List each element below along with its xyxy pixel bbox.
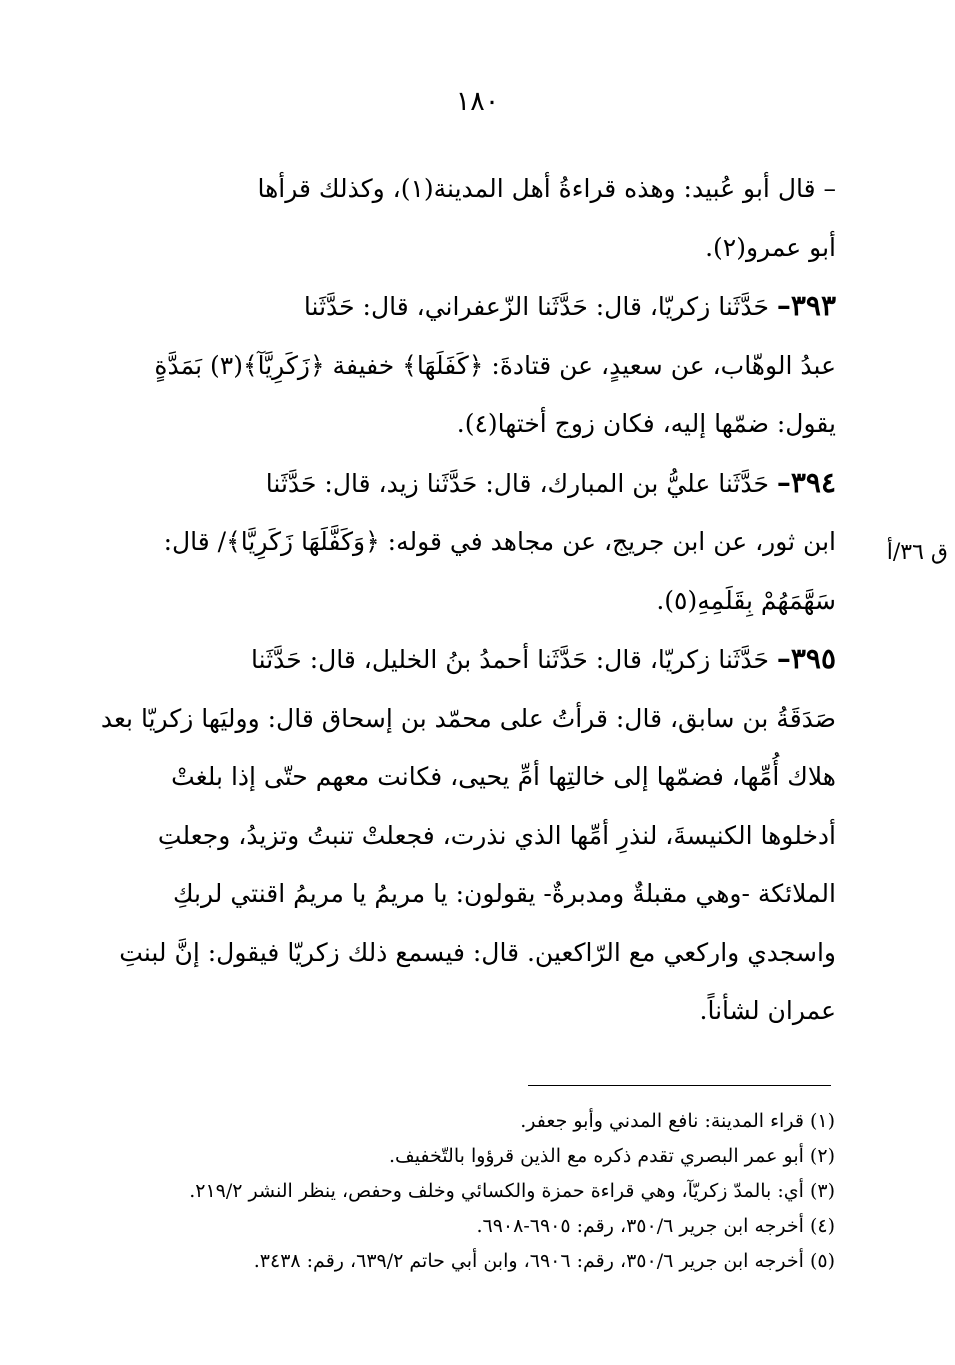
paragraph-abu-ubaid [66, 160, 836, 277]
footnote-4: (٤) أخرجه ابن جرير ٣٥٠/٦، رقم: ٦٩٠٥-٦٩٠٨. [476, 1215, 835, 1237]
text-line: واسجدي واركعي مع الرّاكعين. قال: فيسمع ذلك زكريّا فيقول: إنَّ لبنتِ [119, 937, 836, 967]
text-line: هلاك أُمِّها، فضمّها إلى خالتِها أمِّ يحيى، فكانت معهم حتّى إذا بلغتْ [171, 762, 836, 791]
text-line: الملائكة -وهي مقبلةٌ ومدبرةٌ- يقولون: يا مريمُ يا مريمُ اقنتي لربكِ [172, 879, 836, 908]
hadith-394 [66, 454, 836, 631]
hadith-number: ٣٩٥– [776, 642, 836, 675]
hadith-393 [66, 277, 836, 454]
main-text [66, 160, 836, 1041]
hadith-number: ٣٩٤– [776, 465, 836, 499]
text-line: يقول: ضمّها إليه، فكان زوج أختها(٤). [456, 409, 836, 438]
text-line: سَهَّمَهُمْ بِقَلَمِهِ(٥). [656, 585, 836, 615]
footnotes [110, 1104, 835, 1279]
footnote-3: (٣) أي: بالمدّ زكريّآ، وهي قراءة حمزة والكسائي وخلف وحفص، ينظر النشر ٢١٩/٢. [189, 1180, 835, 1202]
text-line: حَدَّثَنا زكريّا، قال: حَدَّثَنا الزّعفراني، قال: حَدَّثَنا [303, 292, 769, 321]
text-line: حَدَّثَنا زكريّا، قال: حَدَّثَنا أحمدُ بنُ الخليل، قال: حَدَّثَنا [251, 645, 769, 674]
manuscript-folio-note: ق ٣٦/أ [886, 540, 948, 565]
text-line: أدخلوها الكنيسةَ، لنذرِ أمِّها الذي نذرت، فجعلتْ تنبتُ وتزيدُ، وجعلتِ [157, 820, 836, 850]
text-line: ابن ثور، عن ابن جريج، عن مجاهد في قوله: ﴿وَكَفَّلَهَا زَكَرِيَّا﴾/ قال: [163, 527, 836, 556]
text-line: عبدُ الوهّاب، عن سعيدٍ، عن قتادةَ: ﴿كَفَلَهَا﴾ خفيفة ﴿زَكَرِيَّآ﴾(٣) بَمَدَّةٍ [154, 350, 836, 380]
text-line: – قال أبو عُبيد: وهذه قراءةُ أهل المدينة(١)، وكذلك قرأها [257, 174, 836, 203]
footnote-1: (١) قراء المدينة: نافع المدني وأبو جعفر. [520, 1110, 835, 1132]
text-line: صَدَقَةُ بن سابق، قال: قرأتُ على محمّد بن إسحاق قال: ووليَها زكريّا بعد [100, 703, 836, 733]
text-line: عمران لشأناً. [699, 996, 836, 1025]
hadith-number: ٣٩٣– [776, 289, 836, 322]
page-number: ١٨٠ [455, 86, 500, 117]
text-line: حَدَّثَنا عليُّ بن المبارك، قال: حَدَّثَنا زيد، قال: حَدَّثَنا [265, 468, 769, 498]
footnote-2: (٢) أبو عمر البصري تقدم ذكره مع الذين قرؤوا بالتّخفيف. [388, 1145, 835, 1167]
hadith-395 [66, 630, 836, 1041]
text-line: أبو عمرو(٢). [705, 232, 836, 262]
footnote-5: (٥) أخرجه ابن جرير ٣٥٠/٦، رقم: ٦٩٠٦، وابن أبي حاتم ٦٣٩/٢، رقم: ٣٤٣٨. [253, 1250, 835, 1272]
footnote-separator [528, 1085, 831, 1086]
